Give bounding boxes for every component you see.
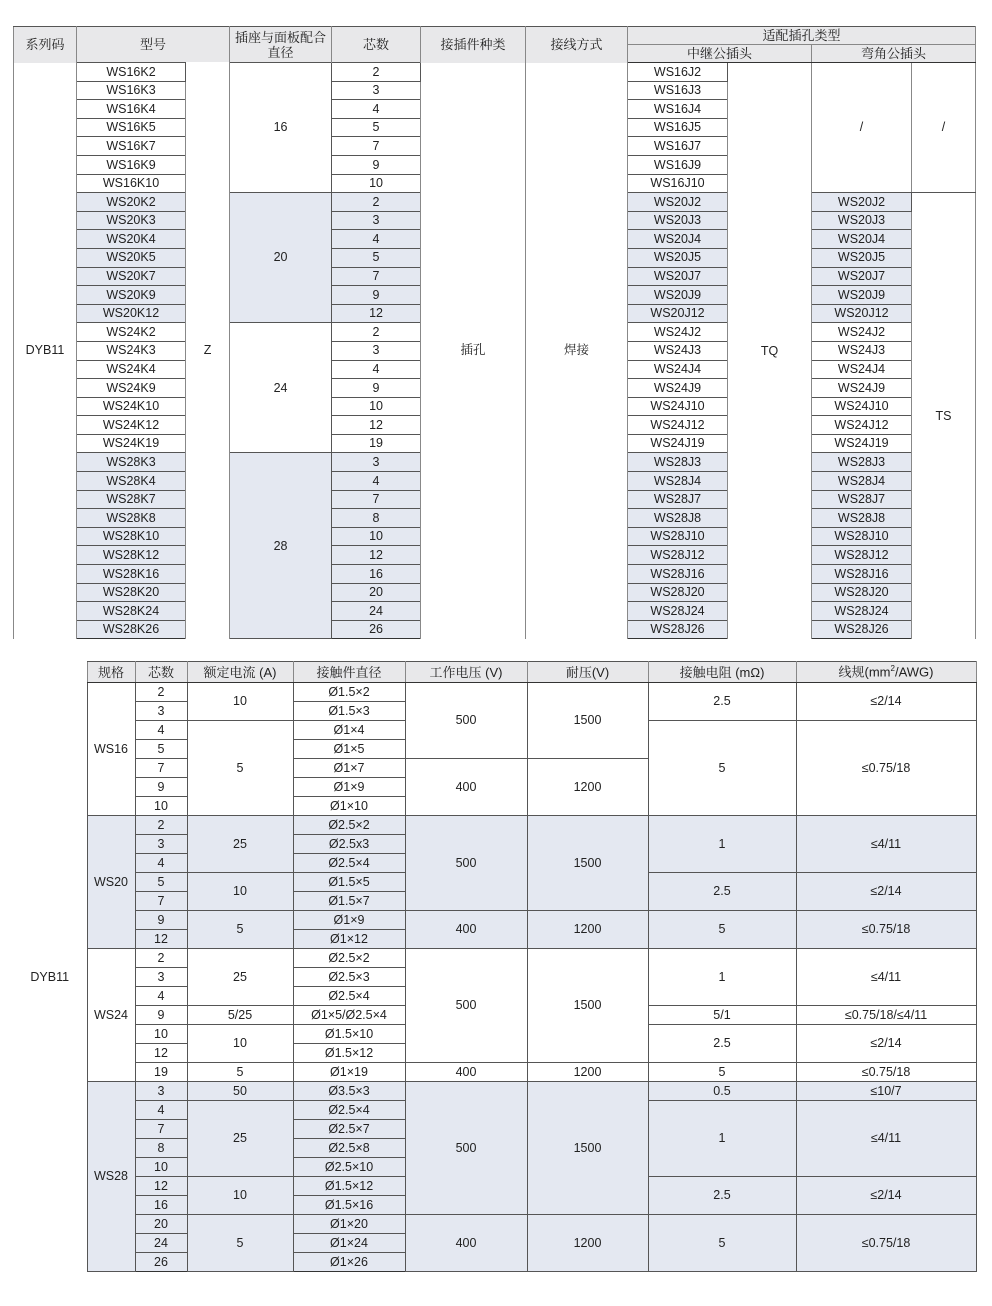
header-spec: 规格	[87, 662, 135, 683]
angle-plug-cell: WS28J26	[812, 620, 912, 639]
voltage-cell: 500	[405, 949, 527, 1063]
cores-cell: 3	[135, 1082, 187, 1101]
model-cell: WS24K19	[77, 434, 186, 453]
resistance-cell: 1	[648, 816, 796, 873]
angle-plug-cell: WS20J5	[812, 248, 912, 267]
cores-cell: 5	[332, 248, 421, 267]
resistance-cell: 2.5	[648, 1177, 796, 1215]
angle-plug-cell: WS28J16	[812, 565, 912, 584]
header-wiring: 接线方式	[526, 27, 628, 63]
diameter-cell: Ø1×19	[293, 1063, 405, 1082]
wire-superscript: 2	[890, 664, 895, 674]
withstand-cell: 1200	[527, 1063, 648, 1082]
header-contact-diameter: 接触件直径	[293, 662, 405, 683]
spec-ws20: WS20	[87, 816, 135, 949]
cores-cell: 12	[332, 416, 421, 435]
table-row	[13, 683, 976, 702]
wire-cell: ≤10/7	[796, 1082, 976, 1101]
diameter-cell: Ø1×20	[293, 1215, 405, 1234]
diameter-cell: Ø2.5×7	[293, 1120, 405, 1139]
cores-cell: 4	[135, 721, 187, 740]
current-cell: 50	[187, 1082, 293, 1101]
model-cell: WS20K3	[77, 211, 186, 230]
resistance-close: )	[760, 664, 765, 680]
series-code: DYB11	[30, 969, 70, 984]
header-wire-gauge	[796, 662, 976, 683]
z-code: Z	[186, 63, 230, 639]
diameter-cell: Ø1.5×5	[293, 873, 405, 892]
resistance-cell: 1	[648, 949, 796, 1006]
diameter-cell: Ø1×9	[293, 911, 405, 930]
angle-plug-cell: WS24J10	[812, 397, 912, 416]
relay-plug-cell: WS16J4	[628, 100, 728, 119]
cores-cell: 3	[332, 453, 421, 472]
diameter-cell: 16	[230, 63, 332, 193]
ts-code: TS	[912, 193, 976, 639]
angle-plug-cell: WS20J12	[812, 304, 912, 323]
angle-plug-cell: WS20J9	[812, 286, 912, 305]
header-contact-resistance	[648, 662, 796, 683]
angle-plug-cell: WS24J19	[812, 434, 912, 453]
wire-label: 线规(mm	[838, 664, 891, 680]
current-cell: 25	[187, 816, 293, 873]
angle-plug-cell: WS28J3	[812, 453, 912, 472]
cores-cell: 10	[332, 397, 421, 416]
model-cell: WS16K9	[77, 155, 186, 174]
current-cell: 5	[187, 911, 293, 949]
header-cores: 芯数	[332, 27, 421, 63]
relay-plug-cell: WS24J12	[628, 416, 728, 435]
cores-cell: 4	[332, 100, 421, 119]
relay-plug-cell: WS28J3	[628, 453, 728, 472]
model-cell: WS28K24	[77, 602, 186, 621]
table-row	[13, 1063, 976, 1082]
withstand-cell: 1500	[527, 683, 648, 759]
current-cell: 5	[187, 721, 293, 816]
current-cell: 5/25	[187, 1006, 293, 1025]
voltage-cell: 500	[405, 683, 527, 759]
relay-plug-cell: WS28J10	[628, 527, 728, 546]
cores-cell: 12	[332, 546, 421, 565]
relay-plug-cell: WS28J7	[628, 490, 728, 509]
connector-model-table-body	[14, 63, 976, 639]
electrical-spec-table-body	[13, 683, 976, 1272]
cores-cell: 7	[135, 892, 187, 911]
angle-plug-cell: WS28J4	[812, 472, 912, 491]
spec-ws16: WS16	[87, 683, 135, 816]
relay-plug-cell: WS24J3	[628, 341, 728, 360]
model-cell: WS28K26	[77, 620, 186, 639]
cores-cell: 9	[332, 286, 421, 305]
relay-plug-cell: WS28J26	[628, 620, 728, 639]
relay-plug-cell: WS16J5	[628, 118, 728, 137]
cores-cell: 4	[332, 472, 421, 491]
relay-plug-cell: WS20J12	[628, 304, 728, 323]
model-cell: WS28K12	[77, 546, 186, 565]
table-row	[13, 1082, 976, 1101]
spec-ws28: WS28	[87, 1082, 135, 1272]
omega-symbol: Ω	[750, 664, 761, 680]
relay-plug-cell: WS16J2	[628, 63, 728, 82]
diameter-cell: Ø1×4	[293, 721, 405, 740]
cores-cell: 3	[332, 211, 421, 230]
voltage-cell: 400	[405, 1215, 527, 1272]
relay-plug-cell: WS16J7	[628, 137, 728, 156]
model-cell: WS24K4	[77, 360, 186, 379]
model-cell: WS28K8	[77, 509, 186, 528]
header-angle-plug: 弯角公插头	[812, 45, 976, 63]
header-relay-plug: 中继公插头	[628, 45, 812, 63]
connector-type: 插孔	[421, 63, 526, 639]
header-adapter: 适配插孔类型	[628, 27, 976, 45]
cores-cell: 16	[135, 1196, 187, 1215]
model-cell: WS28K16	[77, 565, 186, 584]
angle-plug-cell: WS20J3	[812, 211, 912, 230]
cores-cell: 24	[135, 1234, 187, 1253]
cores-cell: 2	[332, 193, 421, 212]
cores-cell: 2	[135, 949, 187, 968]
diameter-cell: Ø1.5×10	[293, 1025, 405, 1044]
header-withstand-voltage: 耐压(V)	[527, 662, 648, 683]
cores-cell: 7	[135, 1120, 187, 1139]
cores-cell: 7	[332, 137, 421, 156]
relay-plug-cell: WS20J5	[628, 248, 728, 267]
cores-cell: 5	[135, 873, 187, 892]
cores-cell: 4	[332, 230, 421, 249]
model-cell: WS28K7	[77, 490, 186, 509]
angle-plug-empty: /	[812, 63, 912, 193]
relay-plug-cell: WS16J3	[628, 81, 728, 100]
relay-plug-cell: WS28J12	[628, 546, 728, 565]
diameter-cell: Ø1.5×12	[293, 1044, 405, 1063]
model-cell: WS28K4	[77, 472, 186, 491]
model-cell: WS20K9	[77, 286, 186, 305]
current-cell: 10	[187, 1025, 293, 1063]
diameter-cell: Ø1×5	[293, 740, 405, 759]
diameter-cell: Ø1×24	[293, 1234, 405, 1253]
cores-cell: 3	[135, 702, 187, 721]
wire-cell: ≤0.75/18	[796, 1215, 976, 1272]
current-cell: 25	[187, 1101, 293, 1177]
diameter-cell: Ø1×10	[293, 797, 405, 816]
cores-cell: 10	[332, 174, 421, 193]
resistance-cell: 2.5	[648, 683, 796, 721]
series-code: DYB11	[14, 63, 77, 639]
cores-cell: 10	[135, 1158, 187, 1177]
diameter-cell: Ø1×9	[293, 778, 405, 797]
model-cell: WS20K7	[77, 267, 186, 286]
ts-empty: /	[912, 63, 976, 193]
header-current: 额定电流 (A)	[187, 662, 293, 683]
table-row	[13, 949, 976, 968]
angle-plug-cell: WS24J12	[812, 416, 912, 435]
resistance-cell: 0.5	[648, 1082, 796, 1101]
cores-cell: 26	[135, 1253, 187, 1272]
cores-cell: 7	[332, 267, 421, 286]
current-cell: 5	[187, 1215, 293, 1272]
table-row	[13, 911, 976, 930]
resistance-cell: 5	[648, 911, 796, 949]
model-cell: WS20K2	[77, 193, 186, 212]
voltage-cell: 500	[405, 816, 527, 911]
diameter-cell: Ø1×12	[293, 930, 405, 949]
resistance-label: 接触电阻 (m	[679, 664, 751, 680]
cores-cell: 10	[135, 1025, 187, 1044]
diameter-cell: Ø2.5×4	[293, 1101, 405, 1120]
cores-cell: 10	[332, 527, 421, 546]
cores-cell: 20	[332, 583, 421, 602]
current-cell: 10	[187, 1177, 293, 1215]
relay-plug-cell: WS20J2	[628, 193, 728, 212]
cores-cell: 7	[332, 490, 421, 509]
model-cell: WS16K4	[77, 100, 186, 119]
model-cell: WS16K5	[77, 118, 186, 137]
diameter-cell: Ø2.5x3	[293, 835, 405, 854]
cores-cell: 16	[332, 565, 421, 584]
diameter-cell: Ø1.5×16	[293, 1196, 405, 1215]
model-cell: WS28K20	[77, 583, 186, 602]
diameter-cell: Ø1×26	[293, 1253, 405, 1272]
cores-cell: 3	[332, 81, 421, 100]
model-cell: WS16K10	[77, 174, 186, 193]
diameter-cell: Ø1.5×2	[293, 683, 405, 702]
cores-cell: 5	[332, 118, 421, 137]
cores-cell: 12	[135, 1177, 187, 1196]
relay-plug-cell: WS20J7	[628, 267, 728, 286]
cores-cell: 2	[332, 63, 421, 82]
diameter-cell: Ø2.5×2	[293, 949, 405, 968]
model-cell: WS24K12	[77, 416, 186, 435]
header-model: 型号	[77, 27, 230, 63]
angle-plug-cell: WS24J3	[812, 341, 912, 360]
resistance-cell: 5/1	[648, 1006, 796, 1025]
voltage-cell: 400	[405, 759, 527, 816]
angle-plug-cell: WS20J4	[812, 230, 912, 249]
cores-cell: 3	[332, 341, 421, 360]
withstand-cell: 1200	[527, 911, 648, 949]
angle-plug-cell: WS20J2	[812, 193, 912, 212]
cores-cell: 12	[135, 1044, 187, 1063]
resistance-cell: 2.5	[648, 1025, 796, 1063]
withstand-cell: 1200	[527, 1215, 648, 1272]
model-cell: WS20K5	[77, 248, 186, 267]
voltage-cell: 500	[405, 1082, 527, 1215]
cores-cell: 4	[135, 1101, 187, 1120]
relay-plug-cell: WS20J3	[628, 211, 728, 230]
angle-plug-cell: WS28J8	[812, 509, 912, 528]
angle-plug-cell: WS24J2	[812, 323, 912, 342]
diameter-cell: Ø1×5/Ø2.5×4	[293, 1006, 405, 1025]
wire-cell: ≤2/14	[796, 873, 976, 911]
model-cell: WS16K3	[77, 81, 186, 100]
diameter-cell: Ø1.5×12	[293, 1177, 405, 1196]
model-cell: WS28K3	[77, 453, 186, 472]
cores-cell: 2	[135, 816, 187, 835]
table-row	[13, 816, 976, 835]
voltage-cell: 400	[405, 1063, 527, 1082]
header-series: 系列码	[14, 27, 77, 63]
relay-plug-cell: WS20J4	[628, 230, 728, 249]
angle-plug-cell: WS28J24	[812, 602, 912, 621]
withstand-cell: 1500	[527, 949, 648, 1063]
cores-cell: 4	[135, 854, 187, 873]
tq-code: TQ	[728, 63, 812, 639]
resistance-cell: 2.5	[648, 873, 796, 911]
cores-cell: 3	[135, 835, 187, 854]
cores-cell: 8	[135, 1139, 187, 1158]
withstand-cell: 1200	[527, 759, 648, 816]
resistance-cell: 5	[648, 721, 796, 816]
voltage-cell: 400	[405, 911, 527, 949]
cores-cell: 10	[135, 797, 187, 816]
wire-cell: ≤2/14	[796, 683, 976, 721]
model-cell: WS24K10	[77, 397, 186, 416]
wire-cell: ≤4/11	[796, 816, 976, 873]
cores-cell: 2	[332, 323, 421, 342]
wire-cell: ≤2/14	[796, 1177, 976, 1215]
resistance-cell: 5	[648, 1215, 796, 1272]
wire-cell: ≤4/11	[796, 1101, 976, 1177]
relay-plug-cell: WS28J16	[628, 565, 728, 584]
withstand-cell: 1500	[527, 816, 648, 911]
relay-plug-cell: WS24J19	[628, 434, 728, 453]
relay-plug-cell: WS28J4	[628, 472, 728, 491]
angle-plug-cell: WS28J10	[812, 527, 912, 546]
cores-cell: 20	[135, 1215, 187, 1234]
diameter-cell: Ø2.5×4	[293, 987, 405, 1006]
cores-cell: 26	[332, 620, 421, 639]
diameter-cell: Ø1.5×7	[293, 892, 405, 911]
relay-plug-cell: WS20J9	[628, 286, 728, 305]
connector-model-table	[13, 26, 976, 639]
model-cell: WS20K4	[77, 230, 186, 249]
cores-cell: 3	[135, 968, 187, 987]
cores-cell: 4	[135, 987, 187, 1006]
table-row	[13, 1215, 976, 1234]
resistance-cell: 5	[648, 1063, 796, 1082]
table-row	[14, 63, 976, 82]
relay-plug-cell: WS16J10	[628, 174, 728, 193]
spec-ws24: WS24	[87, 949, 135, 1082]
withstand-cell: 1500	[527, 1082, 648, 1215]
cores-cell: 19	[332, 434, 421, 453]
relay-plug-cell: WS28J24	[628, 602, 728, 621]
wire-cell: ≤0.75/18/≤4/11	[796, 1006, 976, 1025]
relay-plug-cell: WS24J10	[628, 397, 728, 416]
cores-cell: 7	[135, 759, 187, 778]
angle-plug-cell: WS20J7	[812, 267, 912, 286]
diameter-cell: Ø2.5×4	[293, 854, 405, 873]
diameter-cell: Ø3.5×3	[293, 1082, 405, 1101]
diameter-cell: Ø1×7	[293, 759, 405, 778]
cores-cell: 9	[332, 379, 421, 398]
model-cell: WS24K3	[77, 341, 186, 360]
relay-plug-cell: WS24J4	[628, 360, 728, 379]
angle-plug-cell: WS28J7	[812, 490, 912, 509]
angle-plug-cell: WS24J9	[812, 379, 912, 398]
cores-cell: 2	[135, 683, 187, 702]
angle-plug-cell: WS28J12	[812, 546, 912, 565]
diameter-cell: 28	[230, 453, 332, 639]
wire-cell: ≤0.75/18	[796, 1063, 976, 1082]
diameter-cell: Ø2.5×2	[293, 816, 405, 835]
header-diameter: 插座与面板配合直径	[230, 27, 332, 63]
model-cell: WS24K2	[77, 323, 186, 342]
relay-plug-cell: WS24J2	[628, 323, 728, 342]
wire-cell: ≤0.75/18	[796, 721, 976, 816]
cores-cell: 12	[135, 930, 187, 949]
current-cell: 10	[187, 683, 293, 721]
angle-plug-cell: WS28J20	[812, 583, 912, 602]
relay-plug-cell: WS28J20	[628, 583, 728, 602]
current-cell: 25	[187, 949, 293, 1006]
wire-cell: ≤0.75/18	[796, 911, 976, 949]
cores-cell: 4	[332, 360, 421, 379]
header-connector-type: 接插件种类	[421, 27, 526, 63]
resistance-cell: 1	[648, 1101, 796, 1177]
current-cell: 5	[187, 1063, 293, 1082]
cores-cell: 9	[135, 911, 187, 930]
current-cell: 10	[187, 873, 293, 911]
relay-plug-cell: WS16J9	[628, 155, 728, 174]
cores-cell: 19	[135, 1063, 187, 1082]
model-cell: WS28K10	[77, 527, 186, 546]
header-blank	[13, 662, 87, 683]
model-cell: WS16K7	[77, 137, 186, 156]
model-cell: WS24K9	[77, 379, 186, 398]
cores-cell: 9	[135, 778, 187, 797]
cores-cell: 24	[332, 602, 421, 621]
header-cores: 芯数	[135, 662, 187, 683]
cores-cell: 5	[135, 740, 187, 759]
model-cell: WS20K12	[77, 304, 186, 323]
relay-plug-cell: WS28J8	[628, 509, 728, 528]
diameter-cell: Ø2.5×10	[293, 1158, 405, 1177]
diameter-cell: Ø2.5×8	[293, 1139, 405, 1158]
wire-cell: ≤4/11	[796, 949, 976, 1006]
header-working-voltage: 工作电压 (V)	[405, 662, 527, 683]
wiring-method: 焊接	[526, 63, 628, 639]
electrical-spec-table	[13, 661, 977, 1272]
model-cell: WS16K2	[77, 63, 186, 82]
diameter-cell: Ø2.5×3	[293, 968, 405, 987]
cores-cell: 9	[135, 1006, 187, 1025]
cores-cell: 12	[332, 304, 421, 323]
wire-unit: /AWG)	[894, 664, 934, 680]
cores-cell: 8	[332, 509, 421, 528]
angle-plug-cell: WS24J4	[812, 360, 912, 379]
cores-cell: 9	[332, 155, 421, 174]
relay-plug-cell: WS24J9	[628, 379, 728, 398]
wire-cell: ≤2/14	[796, 1025, 976, 1063]
diameter-cell: 24	[230, 323, 332, 453]
diameter-cell: Ø1.5×3	[293, 702, 405, 721]
diameter-cell: 20	[230, 193, 332, 323]
